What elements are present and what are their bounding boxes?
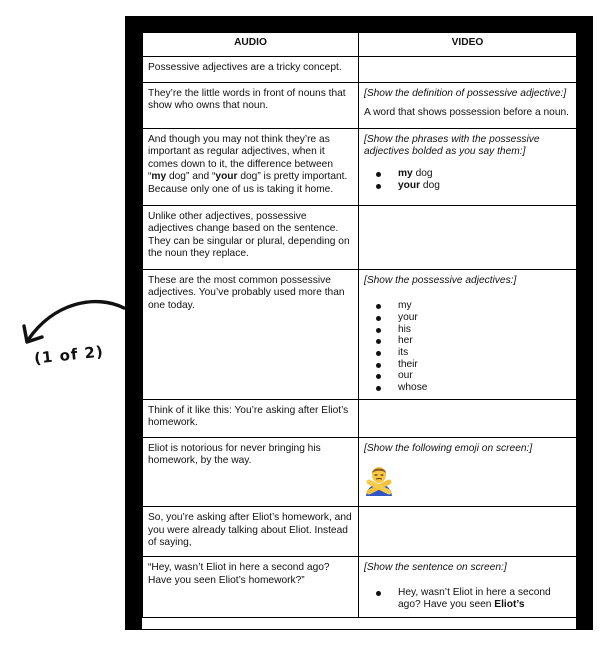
table-row (143, 437, 577, 506)
list-item: their (398, 359, 571, 371)
phrase-list (364, 168, 571, 193)
emoji-holder (364, 464, 571, 501)
list-item: whose (398, 382, 571, 394)
audio-cell (143, 437, 359, 506)
audio-text: These are the most common possessive adjectives. You’ve probably used more than one today. (148, 274, 345, 311)
audio-text: Unlike other adjectives, possessive adjectives change based on the sentence. They can be singular or plural, depending on the noun they replace. (148, 210, 350, 260)
header-row (143, 33, 577, 57)
audio-text: Possessive adjectives are a tricky concept. (148, 61, 342, 73)
audio-cell (143, 557, 359, 618)
adjective-list (364, 300, 571, 394)
page-count-note: (1 of 2) (33, 342, 105, 368)
video-direction: [Show the sentence on screen:] (364, 562, 507, 573)
list-item: your (398, 312, 571, 324)
table-row (143, 399, 577, 437)
table-row (143, 56, 577, 82)
audio-cell (143, 507, 359, 557)
audio-video-script-table (142, 32, 576, 618)
list-item: our (398, 370, 571, 382)
audio-column-header: AUDIO (143, 33, 359, 57)
video-cell (359, 56, 577, 82)
script-sheet (142, 32, 576, 629)
video-direction: [Show the phrases with the possessive adjectives bolded as you say them:] (364, 133, 540, 158)
video-cell (359, 557, 577, 618)
table-row (143, 128, 577, 205)
video-cell (359, 269, 577, 399)
audio-cell (143, 205, 359, 269)
video-cell (359, 205, 577, 269)
no-gesture-emoji-icon (364, 464, 394, 496)
video-cell (359, 399, 577, 437)
list-item: her (398, 335, 571, 347)
video-cell (359, 437, 577, 506)
audio-text: And though you may not think they’re as important as regular adjectives, when it comes down to it, the difference between “my dog” and “your dog” is pretty important. Because only one of us is taking it home. (148, 133, 348, 195)
video-direction: [Show the following emoji on screen:] (364, 442, 533, 454)
definition-text: A word that shows possession before a noun. (364, 107, 570, 119)
audio-cell (143, 399, 359, 437)
table-row (143, 557, 577, 618)
video-column-header: VIDEO (359, 33, 577, 57)
audio-text: “Hey, wasn’t Eliot in here a second ago? Have you seen Eliot’s homework?” (148, 562, 330, 586)
video-direction: [Show the definition of possessive adjective:] (364, 87, 567, 99)
video-cell (359, 128, 577, 205)
video-cell (359, 82, 577, 128)
audio-text: So, you’re asking after Eliot’s homework, and you were already talking about Eliot. Instead of saying, (148, 512, 352, 549)
audio-cell (143, 128, 359, 205)
table-row (143, 205, 577, 269)
audio-text: Eliot is notorious for never bringing his homework, by the way. (148, 442, 321, 467)
list-item: Hey, wasn’t Eliot in here a second ago? Have you seen Eliot’s (398, 587, 571, 612)
audio-text: They’re the little words in front of nouns that show who owns that noun. (148, 87, 346, 112)
table-row (143, 507, 577, 557)
table-row (143, 269, 577, 399)
sentence-list (364, 587, 571, 612)
black-frame (125, 16, 593, 630)
audio-cell (143, 82, 359, 128)
list-item: my (398, 300, 571, 312)
list-item: his (398, 324, 571, 336)
audio-text: Think of it like this: You’re asking after Eliot’s homework. (148, 404, 349, 429)
list-item: its (398, 347, 571, 359)
video-cell (359, 507, 577, 557)
audio-cell (143, 56, 359, 82)
list-item: my dog (398, 168, 571, 181)
list-item: your dog (398, 180, 571, 193)
table-row (143, 82, 577, 128)
audio-cell (143, 269, 359, 399)
video-direction: [Show the possessive adjectives:] (364, 274, 517, 286)
